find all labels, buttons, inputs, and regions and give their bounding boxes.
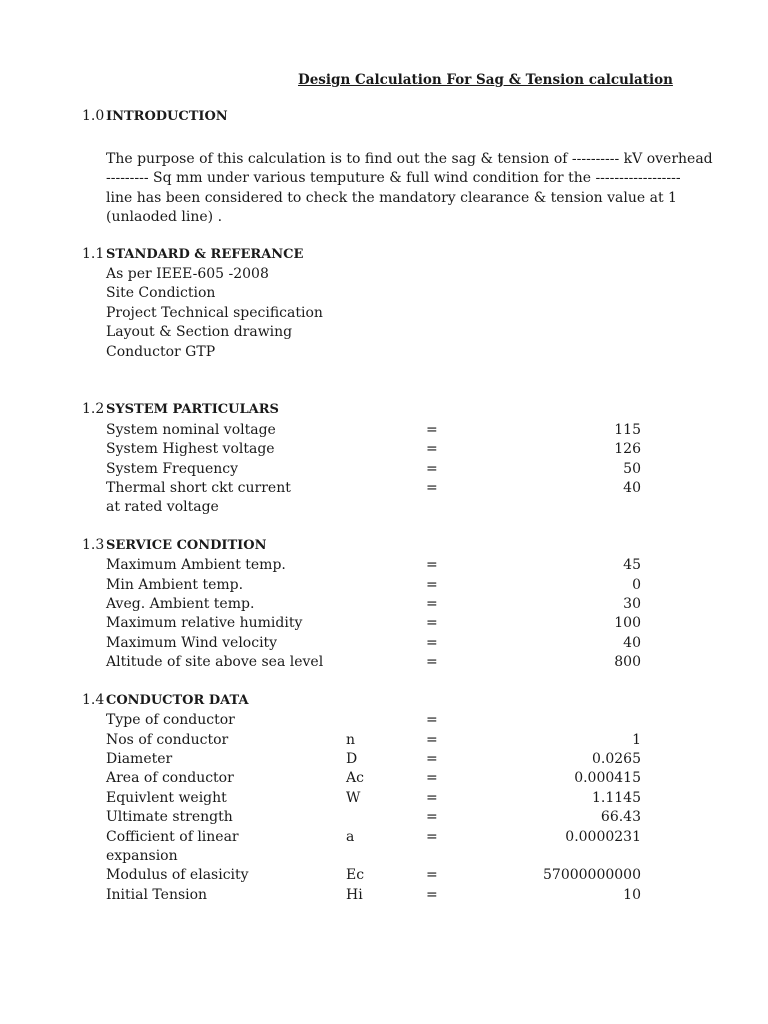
row-value: 50 — [623, 461, 641, 477]
row-value: 0.0000231 — [565, 829, 641, 845]
equals-sign: = — [426, 770, 438, 786]
row-symbol: Ec — [346, 867, 365, 883]
equals-sign: = — [426, 422, 438, 438]
table-row — [0, 595, 643, 614]
row-label: Altitude of site above sea level — [106, 654, 324, 670]
equals-sign: = — [426, 557, 438, 573]
row-value: 57000000000 — [543, 867, 641, 883]
row-value: 40 — [623, 635, 641, 651]
table-row — [0, 731, 643, 750]
introduction-paragraph — [106, 150, 713, 228]
row-label: Maximum Wind velocity — [106, 635, 278, 651]
table-row — [0, 479, 643, 498]
row-value: 0.0265 — [592, 751, 641, 767]
row-value: 30 — [623, 596, 641, 612]
row-symbol: D — [346, 751, 358, 767]
section-service-heading — [82, 537, 266, 553]
row-label: Area of conductor — [106, 770, 234, 786]
row-symbol: Ac — [346, 770, 364, 786]
equals-sign: = — [426, 751, 438, 767]
standard-list — [106, 265, 323, 362]
section-introduction-heading — [82, 108, 228, 124]
row-label: Nos of conductor — [106, 732, 229, 748]
equals-sign: = — [426, 615, 438, 631]
row-value: 10 — [623, 887, 641, 903]
section-heading: SYSTEM PARTICULARS — [106, 402, 279, 417]
row-label: Maximum Ambient temp. — [106, 557, 286, 573]
row-value: 45 — [623, 557, 641, 573]
section-heading: SERVICE CONDITION — [106, 538, 267, 553]
row-label: Min Ambient temp. — [106, 577, 244, 593]
row-value: 40 — [623, 480, 641, 496]
list-item: Layout & Section drawing — [106, 324, 293, 341]
section-heading: CONDUCTOR DATA — [106, 693, 249, 708]
table-row — [0, 440, 643, 459]
table-row — [0, 750, 643, 769]
table-row — [0, 886, 643, 905]
row-symbol: n — [346, 732, 356, 748]
equals-sign: = — [426, 635, 438, 651]
section-system-heading — [82, 401, 279, 417]
table-row — [0, 460, 643, 479]
paragraph-line: The purpose of this calculation is to find out the sag & tension of ---------- kV overhead — [106, 151, 713, 167]
section-standard-heading — [82, 246, 303, 262]
equals-sign: = — [426, 790, 438, 806]
table-row — [0, 576, 643, 595]
table-row — [0, 808, 643, 827]
row-value: 800 — [614, 654, 641, 670]
row-value: 1.1145 — [592, 790, 641, 806]
section-heading: INTRODUCTION — [106, 109, 228, 124]
equals-sign: = — [426, 577, 438, 593]
row-label: Equivlent weight — [106, 790, 227, 806]
list-item: Conductor GTP — [106, 343, 216, 360]
row-label: Initial Tension — [106, 887, 208, 903]
table-row — [0, 634, 643, 653]
table-row — [0, 614, 643, 633]
equals-sign: = — [426, 867, 438, 883]
paragraph-line: (unlaoded line) . — [106, 209, 223, 226]
section-number: 1.1 — [82, 246, 105, 262]
table-row — [0, 653, 643, 672]
equals-sign: = — [426, 441, 438, 457]
section-number: 1.0 — [82, 108, 105, 124]
row-value: 1 — [632, 732, 641, 748]
list-item: As per IEEE-605 -2008 — [106, 266, 269, 282]
row-value: 115 — [614, 422, 641, 438]
row-label: System Highest voltage — [106, 441, 275, 457]
row-value: 0.000415 — [574, 770, 641, 786]
table-row — [0, 556, 643, 575]
section-number: 1.3 — [82, 537, 105, 553]
row-label: Diameter — [106, 751, 173, 767]
row-label: Ultimate strength — [106, 809, 233, 825]
section-number: 1.4 — [82, 692, 105, 708]
equals-sign: = — [426, 732, 438, 748]
row-label: Thermal short ckt current — [106, 480, 291, 496]
row-label: Cofficient of linear — [106, 829, 239, 845]
row-label: Modulus of elasicity — [106, 867, 249, 883]
row-label-continuation: at rated voltage — [106, 499, 219, 515]
equals-sign: = — [426, 809, 438, 825]
row-label: Aveg. Ambient temp. — [106, 596, 255, 612]
equals-sign: = — [426, 829, 438, 845]
equals-sign: = — [426, 654, 438, 670]
equals-sign: = — [426, 461, 438, 477]
row-label: Type of conductor — [106, 712, 235, 728]
row-symbol: W — [346, 790, 361, 806]
table-row — [0, 711, 643, 730]
table-row — [0, 769, 643, 788]
row-label: System nominal voltage — [106, 422, 276, 438]
section-number: 1.2 — [82, 401, 105, 417]
section-conductor-heading — [82, 692, 249, 708]
equals-sign: = — [426, 480, 438, 496]
row-value: 0 — [632, 577, 641, 593]
row-symbol: Hi — [346, 887, 363, 903]
table-row — [0, 789, 643, 808]
row-value: 100 — [614, 615, 641, 631]
equals-sign: = — [426, 887, 438, 903]
list-item: Site Condiction — [106, 285, 216, 302]
row-value: 126 — [614, 441, 641, 457]
row-label: Maximum relative humidity — [106, 615, 303, 631]
table-row — [0, 421, 643, 440]
section-heading: STANDARD & REFERANCE — [106, 247, 304, 262]
paragraph-line: --------- Sq mm under various temputure & full wind condition for the ------------------ — [106, 170, 681, 187]
document-title: Design Calculation For Sag & Tension calculation — [298, 72, 673, 88]
row-symbol: a — [346, 829, 355, 845]
equals-sign: = — [426, 712, 438, 728]
row-label-continuation: expansion — [106, 848, 178, 864]
row-value: 66.43 — [600, 809, 641, 825]
list-item: Project Technical specification — [106, 304, 323, 321]
equals-sign: = — [426, 596, 438, 612]
table-row — [0, 828, 643, 847]
paragraph-line: line has been considered to check the mandatory clearance & tension value at 1 — [106, 189, 677, 206]
table-row — [0, 866, 643, 885]
row-label: System Frequency — [106, 461, 239, 477]
